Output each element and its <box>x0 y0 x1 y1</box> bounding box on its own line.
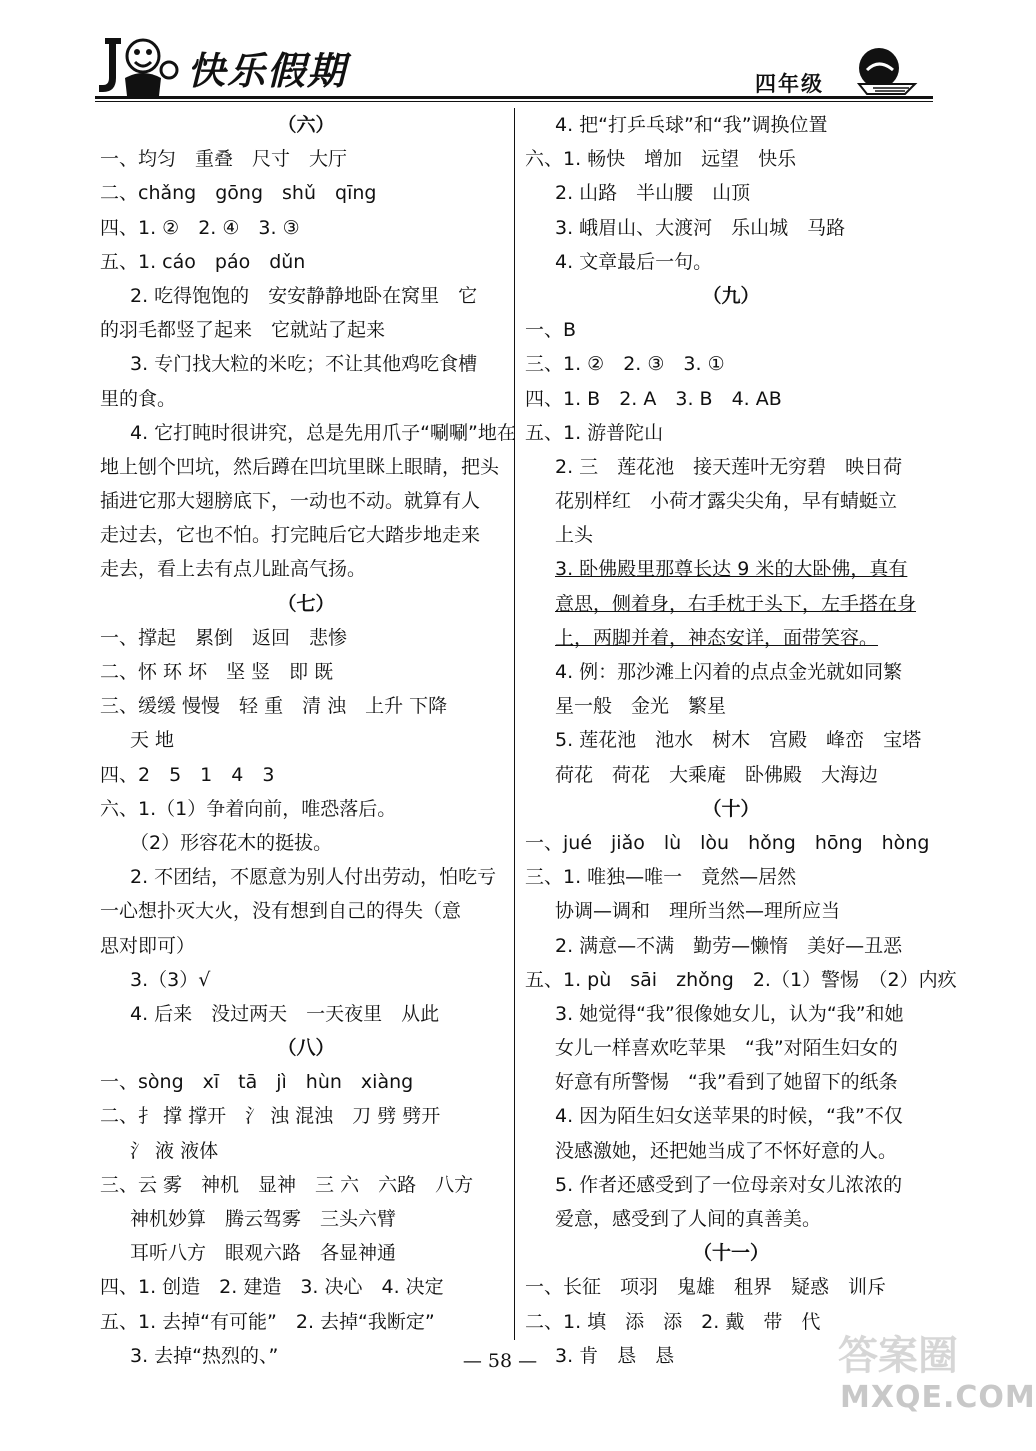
answer-line: 3. 卧佛殿里那尊长达 9 米的大卧佛，真有 <box>555 558 908 581</box>
grade-label: 四年级 <box>755 71 824 96</box>
answer-line: 2. 三 莲花池 接天莲叶无穷碧 映日荷 <box>555 455 903 478</box>
answer-line: 四、1. B 2. A 3. B 4. AB <box>525 387 782 410</box>
answer-line: 一、长征 项羽 鬼雄 租界 疑惑 训斥 <box>525 1276 887 1299</box>
boat-emblem-icon <box>853 44 923 98</box>
answer-line: 四、1. 创造 2. 建造 3. 决心 4. 决定 <box>100 1276 444 1299</box>
answer-line: 4. 因为陌生妇女送苹果的时候，“我”不仅 <box>555 1105 903 1128</box>
answer-line: 三、云 雾 神机 显神 三 六 六路 八方 <box>100 1173 474 1196</box>
answer-line: 2. 山路 半山腰 山顶 <box>555 182 751 205</box>
answer-line: 5. 作者还感受到了一位母亲对女儿浓浓的 <box>555 1173 903 1196</box>
answer-line: 好意有所警惕 “我”看到了她留下的纸条 <box>555 1071 898 1094</box>
answer-line: 走过去，它也不怕。打完盹后它大踏步地走来 <box>100 524 481 547</box>
answer-line: 耳听八方 眼观六路 各显神通 <box>130 1242 397 1265</box>
answer-line: 没感激她，还把她当成了不怀好意的人。 <box>555 1139 898 1162</box>
answer-line: 天 地 <box>130 729 175 752</box>
answer-line: 4. 例：那沙滩上闪着的点点金光就如同繁 <box>555 661 903 683</box>
answer-line: 五、1. pù sāi zhǒng 2.（1）警惕 （2）内疚 <box>525 968 957 991</box>
right-column <box>525 108 957 1373</box>
answer-line: 三、1. 唯独—唯一 竟然—居然 <box>525 866 797 889</box>
answer-line: 二、chǎng gōng shǔ qīng <box>100 182 377 205</box>
answer-line: 五、1. 游普陀山 <box>525 421 664 444</box>
answer-line: 四、2 5 1 4 3 <box>100 763 275 786</box>
answer-line: 女儿一样喜欢吃苹果 “我”对陌生妇女的 <box>555 1037 898 1060</box>
answer-line: 一、撑起 累倒 返回 悲惨 <box>100 626 348 649</box>
section-heading: （八） <box>277 1037 335 1060</box>
answer-line: 三、1. ② 2. ③ 3. ① <box>525 353 725 376</box>
header-rule-thin <box>95 101 933 102</box>
answer-line: 3.（3）√ <box>130 968 211 991</box>
answer-line: 四、1. ② 2. ④ 3. ③ <box>100 216 300 239</box>
answer-line: 六、1.（1）争着向前，唯恐落后。 <box>100 797 397 820</box>
answer-line: 二、1. 填 添 添 2. 戴 带 代 <box>525 1310 821 1333</box>
answer-line: 上头 <box>555 524 594 547</box>
answer-line: 氵 液 液体 <box>130 1139 219 1162</box>
answer-line: 2. 吃得饱饱的 安安静静地卧在窝里 它 <box>130 284 478 307</box>
left-column <box>100 108 516 1373</box>
answer-line: 一、均匀 重叠 尺寸 大厅 <box>100 148 348 171</box>
answer-line: 一、jué jiǎo lù lòu hǒng hōng hòng <box>525 831 930 854</box>
section-heading: （十） <box>702 797 760 820</box>
answer-line: 星一般 金光 繁星 <box>555 695 727 718</box>
header-rule-thick <box>95 96 933 99</box>
answer-line: 走去，看上去有点儿趾高气扬。 <box>100 558 367 581</box>
answer-line: 二、扌 撑 撑开 氵 浊 混浊 刀 劈 劈开 <box>100 1105 441 1128</box>
answer-line: 5. 莲花池 池水 树木 宫殿 峰峦 宝塔 <box>555 729 922 752</box>
section-heading: （十一） <box>692 1242 769 1265</box>
answer-line: 荷花 荷花 大乘庵 卧佛殿 大海边 <box>555 763 879 786</box>
section-heading: （六） <box>277 114 335 136</box>
answer-line: 三、缓缓 慢慢 轻 重 清 浊 上升 下降 <box>100 695 448 718</box>
answer-line: 上，两脚并着，神态安详，面带笑容。 <box>555 626 879 649</box>
answer-line: 4. 文章最后一句。 <box>555 250 713 273</box>
answer-line: 五、1. 去掉“有可能” 2. 去掉“我断定” <box>100 1310 435 1333</box>
answer-line: 六、1. 畅快 增加 远望 快乐 <box>525 148 797 171</box>
answer-line: 神机妙算 腾云驾雾 三头六臂 <box>130 1208 397 1230</box>
answer-line: 协调—调和 理所当然—理所应当 <box>555 900 841 923</box>
answer-line: 4. 把“打乒乓球”和“我”调换位置 <box>555 114 828 136</box>
answer-line: 爱意，感受到了人间的真善美。 <box>555 1208 822 1230</box>
section-heading: （七） <box>277 592 335 615</box>
answer-line: 3. 去掉“热烈的、” <box>130 1344 279 1367</box>
answer-line: 4. 后来 没过两天 一天夜里 从此 <box>130 1002 440 1025</box>
answer-line: 2. 不团结，不愿意为别人付出劳动，怕吃亏 <box>130 866 497 889</box>
answer-line: 4. 它打盹时很讲究，总是先用爪子“唰唰”地在 <box>130 421 516 444</box>
answer-line: 3. 她觉得“我”很像她女儿，认为“我”和她 <box>555 1002 904 1025</box>
answer-line: 花别样红 小荷才露尖尖角，早有蜻蜓立 <box>555 490 898 513</box>
answer-line: （2）形容花木的挺拔。 <box>130 831 333 854</box>
answer-line: 3. 峨眉山、大渡河 乐山城 马路 <box>555 216 846 239</box>
answer-line: 一、sòng xī tā jì hùn xiàng <box>100 1071 414 1094</box>
answer-line: 意思，侧着身，右手枕于头下，左手搭在身 <box>555 592 917 615</box>
brand-title: 快乐假期 <box>187 48 348 93</box>
column-divider <box>514 108 515 1340</box>
answer-line: 地上刨个凹坑，然后蹲在凹坑里眯上眼睛，把头 <box>100 455 500 478</box>
answer-line: 3. 专门找大粒的米吃；不让其他鸡吃食槽 <box>130 353 478 376</box>
answer-line: 五、1. cáo páo dǔn <box>100 250 306 273</box>
answer-line: 2. 满意—不满 勤劳—懒惰 美好—丑恶 <box>555 934 903 957</box>
answer-line: 一心想扑灭大火，没有想到自己的得失（意 <box>100 900 462 923</box>
answer-line: 二、怀 环 坏 坚 竖 即 既 <box>100 661 334 683</box>
answer-line: 插进它那大翅膀底下，一动也不动。就算有人 <box>100 490 481 513</box>
watermark-logo-text: 答案圈 <box>838 1333 958 1379</box>
page-number: — 58 — <box>462 1350 538 1372</box>
answer-line: 一、B <box>525 319 577 342</box>
answer-line: 的羽毛都竖了起来 它就站了起来 <box>100 319 386 342</box>
watermark-site-text: MXQE.COM <box>840 1380 1036 1415</box>
answer-line: 3. 肯 恳 恳 <box>555 1344 675 1367</box>
answer-line: 思对即可） <box>100 934 196 957</box>
answer-line: 里的食。 <box>100 387 177 410</box>
section-heading: （九） <box>702 284 760 307</box>
mascot-logo-icon <box>95 30 181 98</box>
